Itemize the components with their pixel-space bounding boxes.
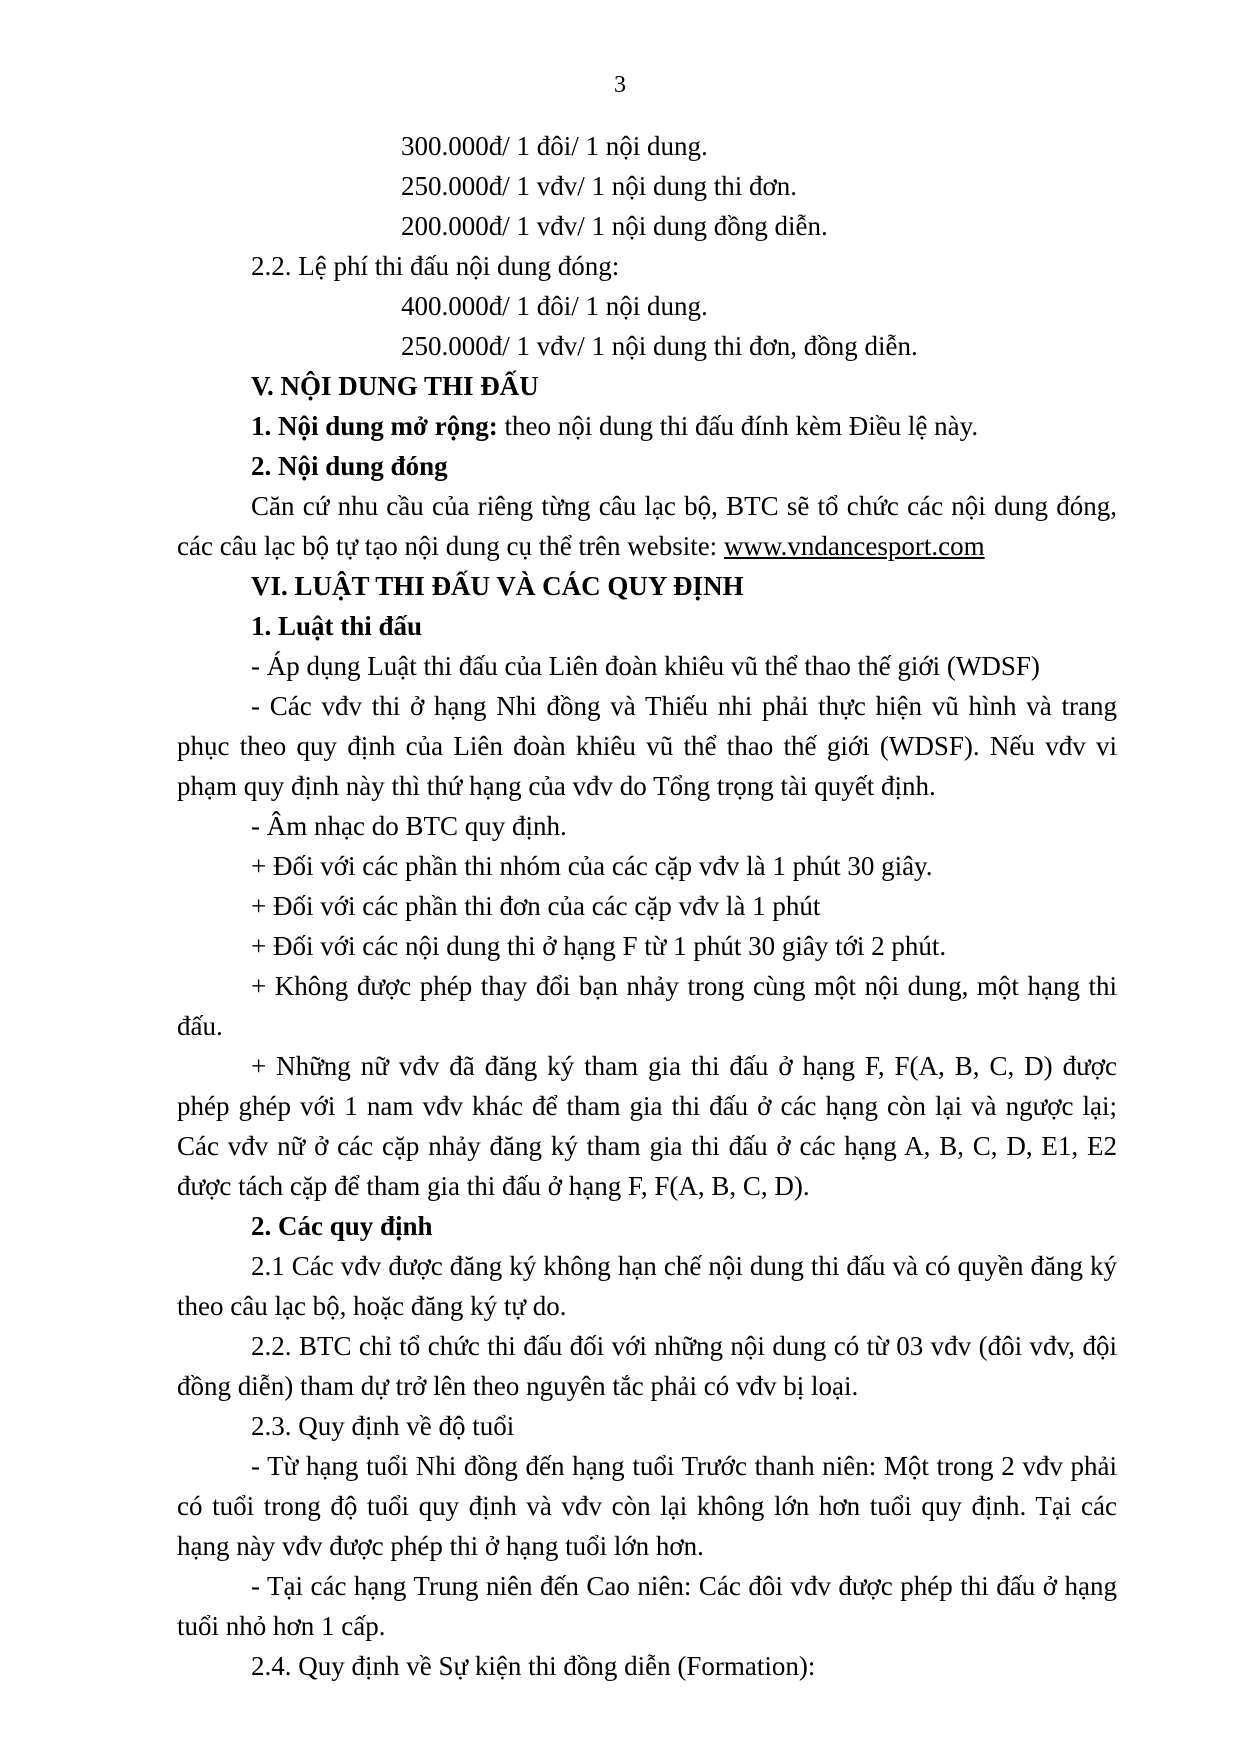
section-v-item-2-paragraph bbox=[177, 486, 1117, 566]
page-number: 3 bbox=[614, 72, 626, 98]
regulation-paragraph: 2.1 Các vđv được đăng ký không hạn chế nội dung thi đấu và có quyền đăng ký theo câu lạc bộ, hoặc đăng ký tự do. bbox=[177, 1251, 1117, 1321]
rule-paragraph: - Các vđv thi ở hạng Nhi đồng và Thiếu nhi phải thực hiện vũ hình và trang phục theo quy định của Liên đoàn khiêu vũ thể thao thế giới (WDSF). Nếu vđv vi phạm quy định này thì thứ hạng của vđv do Tổng trọng tài quyết định. bbox=[177, 691, 1117, 801]
regulation-paragraph: - Từ hạng tuổi Nhi đồng đến hạng tuổi Trước thanh niên: Một trong 2 vđv phải có tuổi trong độ tuổi quy định và vđv còn lại không lớn hơn tuổi quy định. Tại các hạng này vđv được phép thi ở hạng tuổi lớn hơn. bbox=[177, 1451, 1117, 1561]
section-vi-heading: VI. LUẬT THI ĐẤU VÀ CÁC QUY ĐỊNH bbox=[251, 571, 744, 601]
regulation-paragraph: - Tại các hạng Trung niên đến Cao niên: Các đôi vđv được phép thi đấu ở hạng tuổi nhỏ hơn 1 cấp. bbox=[177, 1571, 1117, 1641]
regulation-paragraph: 2.2. BTC chỉ tổ chức thi đấu đối với những nội dung có từ 03 vđv (đôi vđv, đội đồng diễn) tham dự trở lên theo nguyên tắc phải có vđv bị loại. bbox=[177, 1331, 1117, 1401]
fee-line: 250.000đ/ 1 vđv/ 1 nội dung thi đơn. bbox=[401, 171, 798, 201]
paragraph-text: Căn cứ nhu cầu của riêng từng câu lạc bộ, BTC sẽ tổ chức các nội dung đóng, các câu lạc bộ tự tạo nội dung cụ thể trên website: bbox=[177, 491, 1117, 561]
rules-heading: 1. Luật thi đấu bbox=[251, 611, 423, 641]
rule-paragraph: - Âm nhạc do BTC quy định. bbox=[251, 811, 567, 841]
document-body bbox=[177, 126, 1117, 1686]
rule-paragraph: + Đối với các phần thi đơn của các cặp vđv là 1 phút bbox=[251, 891, 821, 921]
fee-line: 250.000đ/ 1 vđv/ 1 nội dung thi đơn, đồng diễn. bbox=[401, 331, 918, 361]
rule-paragraph: + Đối với các nội dung thi ở hạng F từ 1 phút 30 giây tới 2 phút. bbox=[251, 931, 947, 961]
regulation-paragraph: 2.4. Quy định về Sự kiện thi đồng diễn (Formation): bbox=[251, 1651, 816, 1681]
fee-line: 300.000đ/ 1 đôi/ 1 nội dung. bbox=[401, 131, 708, 161]
item-text: theo nội dung thi đấu đính kèm Điều lệ này. bbox=[497, 411, 979, 441]
regulations-heading: 2. Các quy định bbox=[251, 1211, 433, 1241]
section-v-item-2-heading: 2. Nội dung đóng bbox=[251, 451, 448, 481]
fees-closed-heading: 2.2. Lệ phí thi đấu nội dung đóng: bbox=[251, 251, 620, 281]
rule-paragraph: - Áp dụng Luật thi đấu của Liên đoàn khiêu vũ thể thao thế giới (WDSF) bbox=[251, 651, 1040, 681]
rule-paragraph: + Những nữ vđv đã đăng ký tham gia thi đấu ở hạng F, F(A, B, C, D) được phép ghép với 1 nam vđv khác để tham gia thi đấu ở các hạng còn lại và ngược lại; Các vđv nữ ở các cặp nhảy đăng ký tham gia thi đấu ở các hạng A, B, C, D, E1, E2 được tách cặp để tham gia thi đấu ở hạng F, F(A, B, C, D). bbox=[177, 1051, 1117, 1201]
rule-paragraph: + Đối với các phần thi nhóm của các cặp vđv là 1 phút 30 giây. bbox=[251, 851, 933, 881]
rule-paragraph: + Không được phép thay đổi bạn nhảy trong cùng một nội dung, một hạng thi đấu. bbox=[177, 971, 1117, 1041]
section-v-item-1 bbox=[177, 406, 1117, 446]
regulation-paragraph: 2.3. Quy định về độ tuổi bbox=[251, 1411, 515, 1441]
website-link[interactable]: www.vndancesport.com bbox=[723, 531, 985, 561]
item-label: 1. Nội dung mở rộng: bbox=[251, 411, 498, 441]
fee-line: 200.000đ/ 1 vđv/ 1 nội dung đồng diễn. bbox=[401, 211, 828, 241]
fee-line: 400.000đ/ 1 đôi/ 1 nội dung. bbox=[401, 291, 708, 321]
section-v-heading: V. NỘI DUNG THI ĐẤU bbox=[251, 371, 539, 401]
